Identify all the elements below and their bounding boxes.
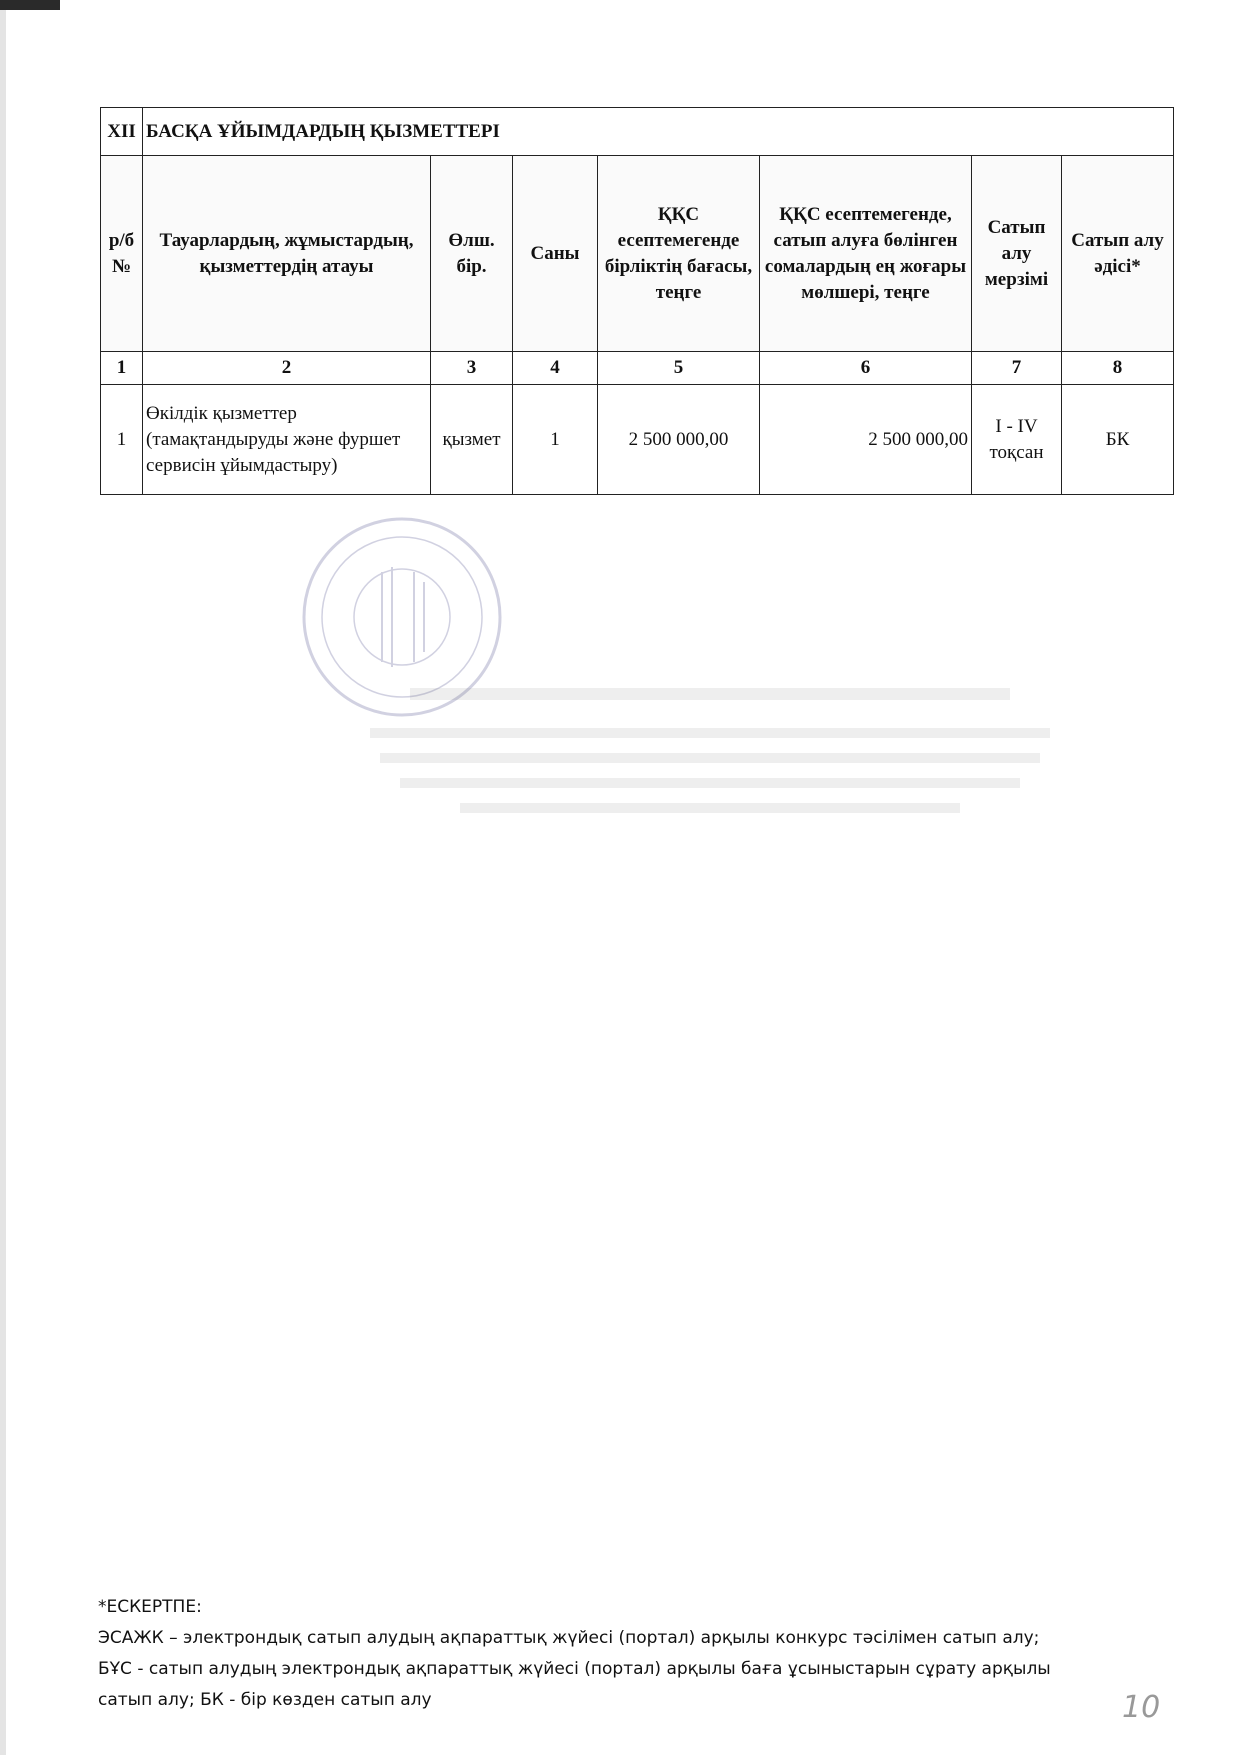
header-method: Сатып алу әдісі* [1062,156,1174,352]
table-header-row [101,156,1174,352]
column-number: 6 [760,352,972,385]
row-unit-price: 2 500 000,00 [598,385,760,495]
scan-edge [0,0,6,1755]
header-qty: Саны [513,156,598,352]
row-period: I - IV тоқсан [972,385,1062,495]
header-index: р/б № [101,156,143,352]
header-total: ҚҚС есептемегенде, сатып алуға бөлінген сомалардың ең жоғары мөлшері, теңге [760,156,972,352]
header-unit: Өлш. бір. [431,156,513,352]
column-number: 8 [1062,352,1174,385]
column-number: 2 [143,352,431,385]
header-unit-price: ҚҚС есептемегенде бірліктің бағасы, теңге [598,156,760,352]
column-number-row [101,352,1174,385]
row-total: 2 500 000,00 [760,385,972,495]
row-unit: қызмет [431,385,513,495]
row-qty: 1 [513,385,598,495]
column-number: 5 [598,352,760,385]
section-number: XII [101,108,143,156]
header-name: Тауарлардың, жұмыстардың, қызметтердің атауы [143,156,431,352]
scan-corner-mark [0,0,60,10]
footnote [98,1592,1098,1716]
column-number: 1 [101,352,143,385]
row-method: БК [1062,385,1174,495]
column-number: 4 [513,352,598,385]
column-number: 3 [431,352,513,385]
column-number: 7 [972,352,1062,385]
footnote-line: ЭСАЖК – электрондық сатып алудың ақпараттық жүйесі (портал) арқылы конкурс тәсілімен сатып алу; [98,1628,1040,1648]
section-title: БАСҚА ҰЙЫМДАРДЫҢ ҚЫЗМЕТТЕРІ [143,108,1174,156]
table-row [101,385,1174,495]
footnote-title: *ЕСКЕРТПЕ: [98,1597,202,1617]
row-index: 1 [101,385,143,495]
bleed-through-image [370,688,1050,868]
section-row [101,108,1174,156]
header-period: Сатып алу мерзімі [972,156,1062,352]
procurement-table [100,107,1174,495]
handwritten-page-number: 10 [1122,1690,1161,1725]
row-name: Өкілдік қызметтер (тамақтандыруды және фуршет сервисін ұйымдастыру) [143,385,431,495]
footnote-line: БҰС - сатып алудың электрондық ақпараттық жүйесі (портал) арқылы баға ұсыныстарын сұрату арқылы сатып алу; БК - бір көзден сатып алу [98,1659,1051,1710]
